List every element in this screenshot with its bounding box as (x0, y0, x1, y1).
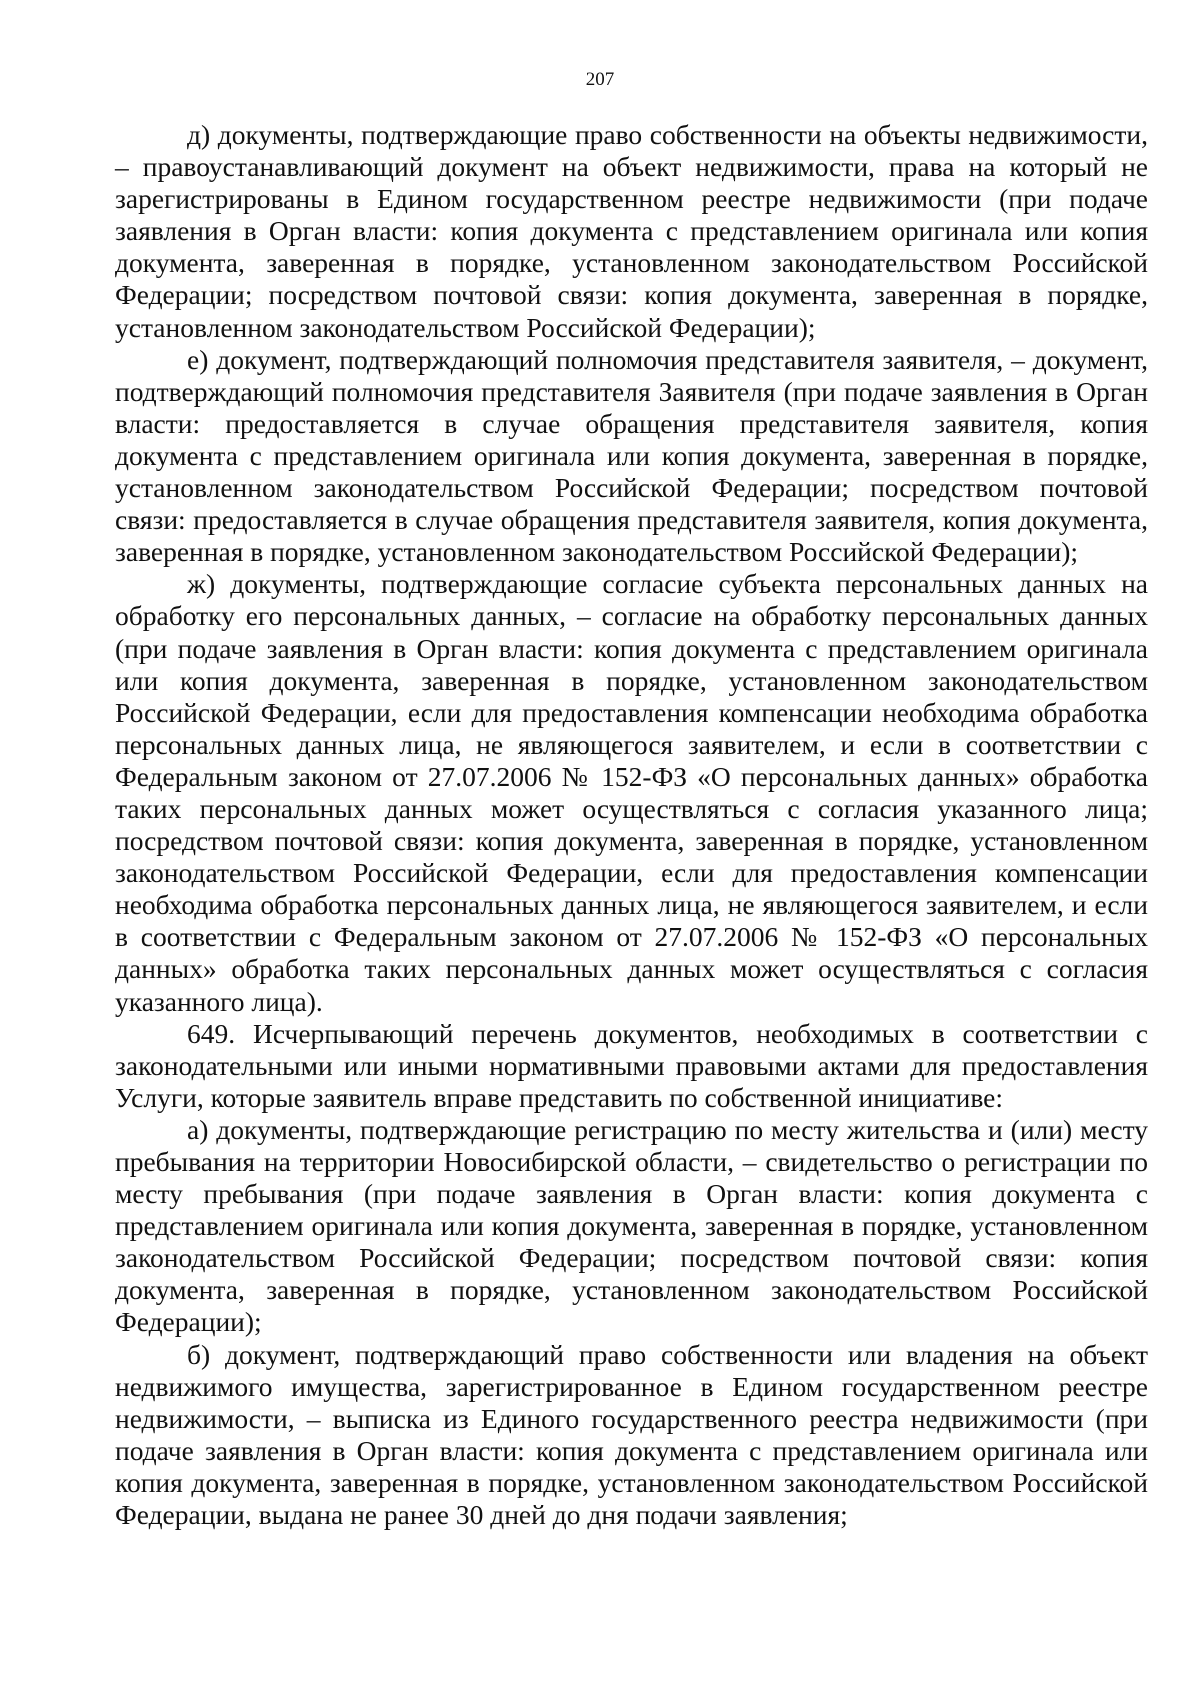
paragraph-649-optional-documents: 649. Исчерпывающий перечень документов, необходимых в соответствии с законодательными или иными нормативными правовыми актами для предоставления Услуги, которые заявитель вправе представить по собственной инициативе: (115, 1017, 1148, 1113)
paragraph-d-ownership-documents: д) документы, подтверждающие право собственности на объекты недвижимости, – правоустанавливающий документ на объект недвижимости, права на который не зарегистрированы в Едином государственном реестре недвижимости (при подаче заявления в Орган власти: копия документа с представлением оригинала или копия документа, заверенная в порядке, установленном законодательством Российской Федерации; посредством почтовой связи: копия документа, заверенная в порядке, установленном законодательством Российской Федерации); (115, 119, 1148, 343)
document-body (115, 119, 1148, 1531)
page-number: 207 (585, 69, 615, 90)
paragraph-zh-personal-data-consent: ж) документы, подтверждающие согласие субъекта персональных данных на обработку его персональных данных, – согласие на обработку персональных данных (при подаче заявления в Орган власти: копия документа с представлением оригинала или копия документа, заверенная в порядке, установленном законодательством Российской Федерации, если для предоставления компенсации необходима обработка персональных данных лица, не являющегося заявителем, и если в соответствии с Федеральным законом от 27.07.2006 № 152-ФЗ «О персональных данных» обработка таких персональных данных может осуществляться с согласия указанного лица; посредством почтовой связи: копия документа, заверенная в порядке, установленном законодательством Российской Федерации, если для предоставления компенсации необходима обработка персональных данных лица, не являющегося заявителем, и если в соответствии с Федеральным законом от 27.07.2006 № 152-ФЗ «О персональных данных» обработка таких персональных данных может осуществляться с согласия указанного лица). (115, 568, 1148, 1017)
paragraph-a-registration-documents: а) документы, подтверждающие регистрацию по месту жительства и (или) месту пребывания на территории Новосибирской области, – свидетельство о регистрации по месту пребывания (при подаче заявления в Орган власти: копия документа с представлением оригинала или копия документа, заверенная в порядке, установленном законодательством Российской Федерации; посредством почтовой связи: копия документа, заверенная в порядке, установленном законодательством Российской Федерации); (115, 1113, 1148, 1338)
paragraph-b-property-rights-document: б) документ, подтверждающий право собственности или владения на объект недвижимого имущества, зарегистрированное в Едином государственном реестре недвижимости, – выписка из Единого государственного реестра недвижимости (при подаче заявления в Орган власти: копия документа с представлением оригинала или копия документа, заверенная в порядке, установленном законодательством Российской Федерации, выдана не ранее 30 дней до дня подачи заявления; (115, 1338, 1148, 1531)
paragraph-e-representative-authority: е) документ, подтверждающий полномочия представителя заявителя, – документ, подтверждающий полномочия представителя Заявителя (при подаче заявления в Орган власти: предоставляется в случае обращения представителя заявителя, копия документа с представлением оригинала или копия документа, заверенная в порядке, установленном законодательством Российской Федерации; посредством почтовой связи: предоставляется в случае обращения представителя заявителя, копия документа, заверенная в порядке, установленном законодательством Российской Федерации); (115, 343, 1148, 568)
